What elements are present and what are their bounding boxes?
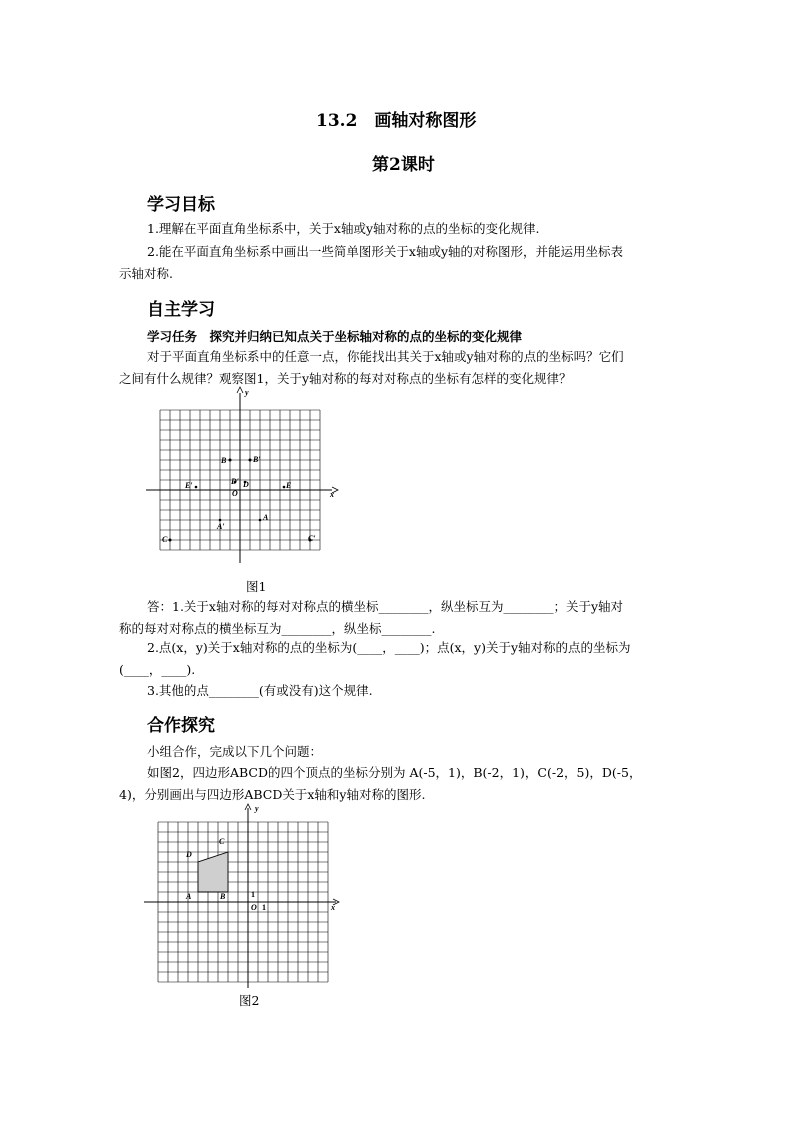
answer-line1: 答：1.关于x轴对称的每对对称点的横坐标________，纵坐标互为________；关于y轴对 — [147, 599, 624, 614]
coop-line3: 4)，分别画出与四边形ABCD关于x轴和y轴对称的图形. — [119, 787, 426, 802]
figure-2-caption: 图2 — [239, 993, 260, 1008]
question-line1: 对于平面直角坐标系中的任意一点，你能找出其关于x轴或y轴对称的点的坐标吗？它们 — [147, 349, 624, 364]
coop-line2: 如图2，四边形ABCD的四个顶点的坐标分别为 A(-5，1)，B(-2，1)，C(-2，5)，D(-5， — [147, 765, 642, 780]
goal-2-line1: 2.能在平面直角坐标系中画出一些简单图形关于x轴或y轴的对称图形，并能运用坐标表 — [147, 244, 624, 259]
self-study-heading: 自主学习 — [147, 300, 215, 320]
page-title: 13.2 画轴对称图形 — [316, 111, 477, 131]
fig1-label-A: A — [263, 513, 269, 522]
page-subtitle: 第2课时 — [372, 155, 435, 175]
fig2-label-y: y — [255, 804, 259, 813]
answer-line5: 3.其他的点________(有或没有)这个规律. — [147, 683, 373, 698]
coop-line1: 小组合作，完成以下几个问题： — [147, 744, 323, 759]
fig1-label-D: D — [243, 480, 249, 489]
figure-1-coordinate-grid — [140, 385, 350, 585]
answer-line3: 2.点(x，y)关于x轴对称的点的坐标为(____，____)；点(x，y)关于y轴对称的点的坐标为 — [147, 640, 631, 655]
fig2-label-one-x: 1 — [262, 903, 266, 912]
goal-2-line2: 示轴对称. — [119, 266, 173, 281]
fig1-label-E: E — [286, 481, 292, 490]
figure-2-coordinate-grid — [140, 800, 350, 995]
question-line2: 之间有什么规律？观察图1，关于y轴对称的每对对称点的坐标有怎样的变化规律？ — [119, 371, 572, 386]
fig2-label-one-y: 1 — [251, 890, 255, 899]
y-axis-arrow-icon — [237, 387, 243, 393]
fig1-label-E-prime: E′ — [185, 481, 193, 490]
figure-1-caption: 图1 — [246, 579, 267, 594]
goal-1: 1.理解在平面直角坐标系中，关于x轴或y轴对称的点的坐标的变化规律. — [147, 221, 540, 236]
fig2-label-D: D — [186, 850, 192, 859]
fig1-label-C: C — [162, 535, 168, 544]
fig2-label-C: C — [219, 837, 225, 846]
figure-2-axes — [144, 808, 336, 988]
fig1-label-B-prime: B′ — [253, 455, 261, 464]
fig1-label-O: O — [232, 489, 238, 498]
fig2-label-A: A — [186, 892, 192, 901]
fig2-label-B: B — [220, 892, 226, 901]
fig1-label-y: y — [245, 388, 249, 397]
answer-line2: 称的每对对称点的横坐标互为________，纵坐标________. — [119, 621, 436, 636]
task-title: 学习任务 探究并归纳已知点关于坐标轴对称的点的坐标的变化规律 — [147, 329, 523, 344]
fig2-label-O: O — [251, 903, 257, 912]
fig1-label-B: B — [221, 456, 227, 465]
answer-line4: (____，____). — [119, 662, 196, 677]
coop-heading: 合作探究 — [147, 716, 215, 736]
fig1-label-A-prime: A′ — [217, 522, 225, 531]
quadrilateral-ABCD — [198, 852, 228, 892]
fig2-label-x: x — [331, 903, 335, 912]
goals-heading: 学习目标 — [147, 195, 215, 215]
fig1-label-x: x — [330, 490, 334, 499]
fig1-label-C-prime: C′ — [308, 534, 316, 543]
fig1-label-D-prime: D′ — [231, 477, 240, 486]
